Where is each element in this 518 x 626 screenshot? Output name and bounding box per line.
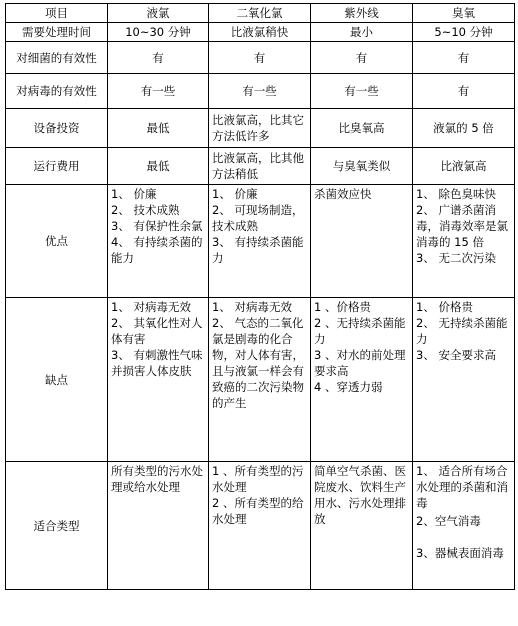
cell-chlorine-dioxide: 比液氯高，比其他方法稍低 — [209, 148, 311, 185]
cell-chlorine-dioxide: 有一些 — [209, 74, 311, 109]
header-liquid-chlorine: 液氯 — [108, 4, 209, 23]
cell-liquid-chlorine: 最低 — [108, 148, 209, 185]
row-label: 优点 — [6, 185, 108, 298]
header-ozone: 臭氧 — [413, 4, 515, 23]
header-row — [6, 4, 515, 23]
cell-chlorine-dioxide: 1 、所有类型的污水处理 2 、所有类型的给水处理 — [209, 462, 311, 590]
row-label: 运行费用 — [6, 148, 108, 185]
comparison-table — [5, 3, 515, 590]
header-ultraviolet: 紫外线 — [311, 4, 413, 23]
cell-ultraviolet: 有 — [311, 42, 413, 74]
row-label: 适合类型 — [6, 462, 108, 590]
cell-chlorine-dioxide: 1、 价廉 2、 可现场制造，技术成熟 3、 有持续杀菌能力 — [209, 185, 311, 298]
cell-liquid-chlorine: 1、 价廉 2、 技术成熟 3、 有保护性余氯 4、 有持续杀菌的能力 — [108, 185, 209, 298]
cell-ultraviolet: 比臭氧高 — [311, 109, 413, 148]
cell-ozone: 1、 适合所有场合水处理的杀菌和消毒 2、空气消毒 3、器械表面消毒 — [413, 462, 515, 590]
row-equipment-investment — [6, 109, 515, 148]
cell-liquid-chlorine: 最低 — [108, 109, 209, 148]
row-advantages — [6, 185, 515, 298]
row-label: 需要处理时间 — [6, 23, 108, 42]
cell-ozone: 有 — [413, 74, 515, 109]
row-label: 对细菌的有效性 — [6, 42, 108, 74]
row-virus-effectiveness — [6, 74, 515, 109]
row-label: 对病毒的有效性 — [6, 74, 108, 109]
row-processing-time — [6, 23, 515, 42]
cell-ultraviolet: 杀菌效应快 — [311, 185, 413, 298]
header-chlorine-dioxide: 二氧化氯 — [209, 4, 311, 23]
cell-ozone: 1、 除色臭味快 2、 广谱杀菌消毒，消毒效率是氯消毒的 15 倍 3、 无二次污染 — [413, 185, 515, 298]
cell-ozone: 5~10 分钟 — [413, 23, 515, 42]
cell-ozone: 比液氯高 — [413, 148, 515, 185]
row-label: 缺点 — [6, 298, 108, 462]
cell-ultraviolet: 有一些 — [311, 74, 413, 109]
cell-chlorine-dioxide: 比液氯稍快 — [209, 23, 311, 42]
row-bacteria-effectiveness — [6, 42, 515, 74]
row-operating-cost — [6, 148, 515, 185]
cell-liquid-chlorine: 1、 对病毒无效 2、 其氧化性对人体有害 3、 有刺激性气味并损害人体皮肤 — [108, 298, 209, 462]
cell-ozone: 有 — [413, 42, 515, 74]
cell-liquid-chlorine: 所有类型的污水处理或给水处理 — [108, 462, 209, 590]
cell-liquid-chlorine: 有一些 — [108, 74, 209, 109]
cell-chlorine-dioxide: 1、 对病毒无效 2、 气态的二氧化氯是剧毒的化合物，对人体有害，且与液氯一样会有致癌的二次污染物的产生 — [209, 298, 311, 462]
row-label: 设备投资 — [6, 109, 108, 148]
cell-ultraviolet: 与臭氧类似 — [311, 148, 413, 185]
cell-ozone: 1、 价格贵 2、 无持续杀菌能力 3、 安全要求高 — [413, 298, 515, 462]
row-suitable-types — [6, 462, 515, 590]
header-item: 项目 — [6, 4, 108, 23]
row-disadvantages — [6, 298, 515, 462]
cell-chlorine-dioxide: 比液氯高，比其它方法低许多 — [209, 109, 311, 148]
cell-liquid-chlorine: 有 — [108, 42, 209, 74]
cell-ultraviolet: 1 、价格贵 2 、无持续杀菌能力 3 、对水的前处理要求高 4 、穿透力弱 — [311, 298, 413, 462]
cell-chlorine-dioxide: 有 — [209, 42, 311, 74]
cell-ozone: 液氯的 5 倍 — [413, 109, 515, 148]
cell-ultraviolet: 最小 — [311, 23, 413, 42]
cell-liquid-chlorine: 10~30 分钟 — [108, 23, 209, 42]
cell-ultraviolet: 简单空气杀菌、医院废水、饮料生产用水、污水处理排放 — [311, 462, 413, 590]
